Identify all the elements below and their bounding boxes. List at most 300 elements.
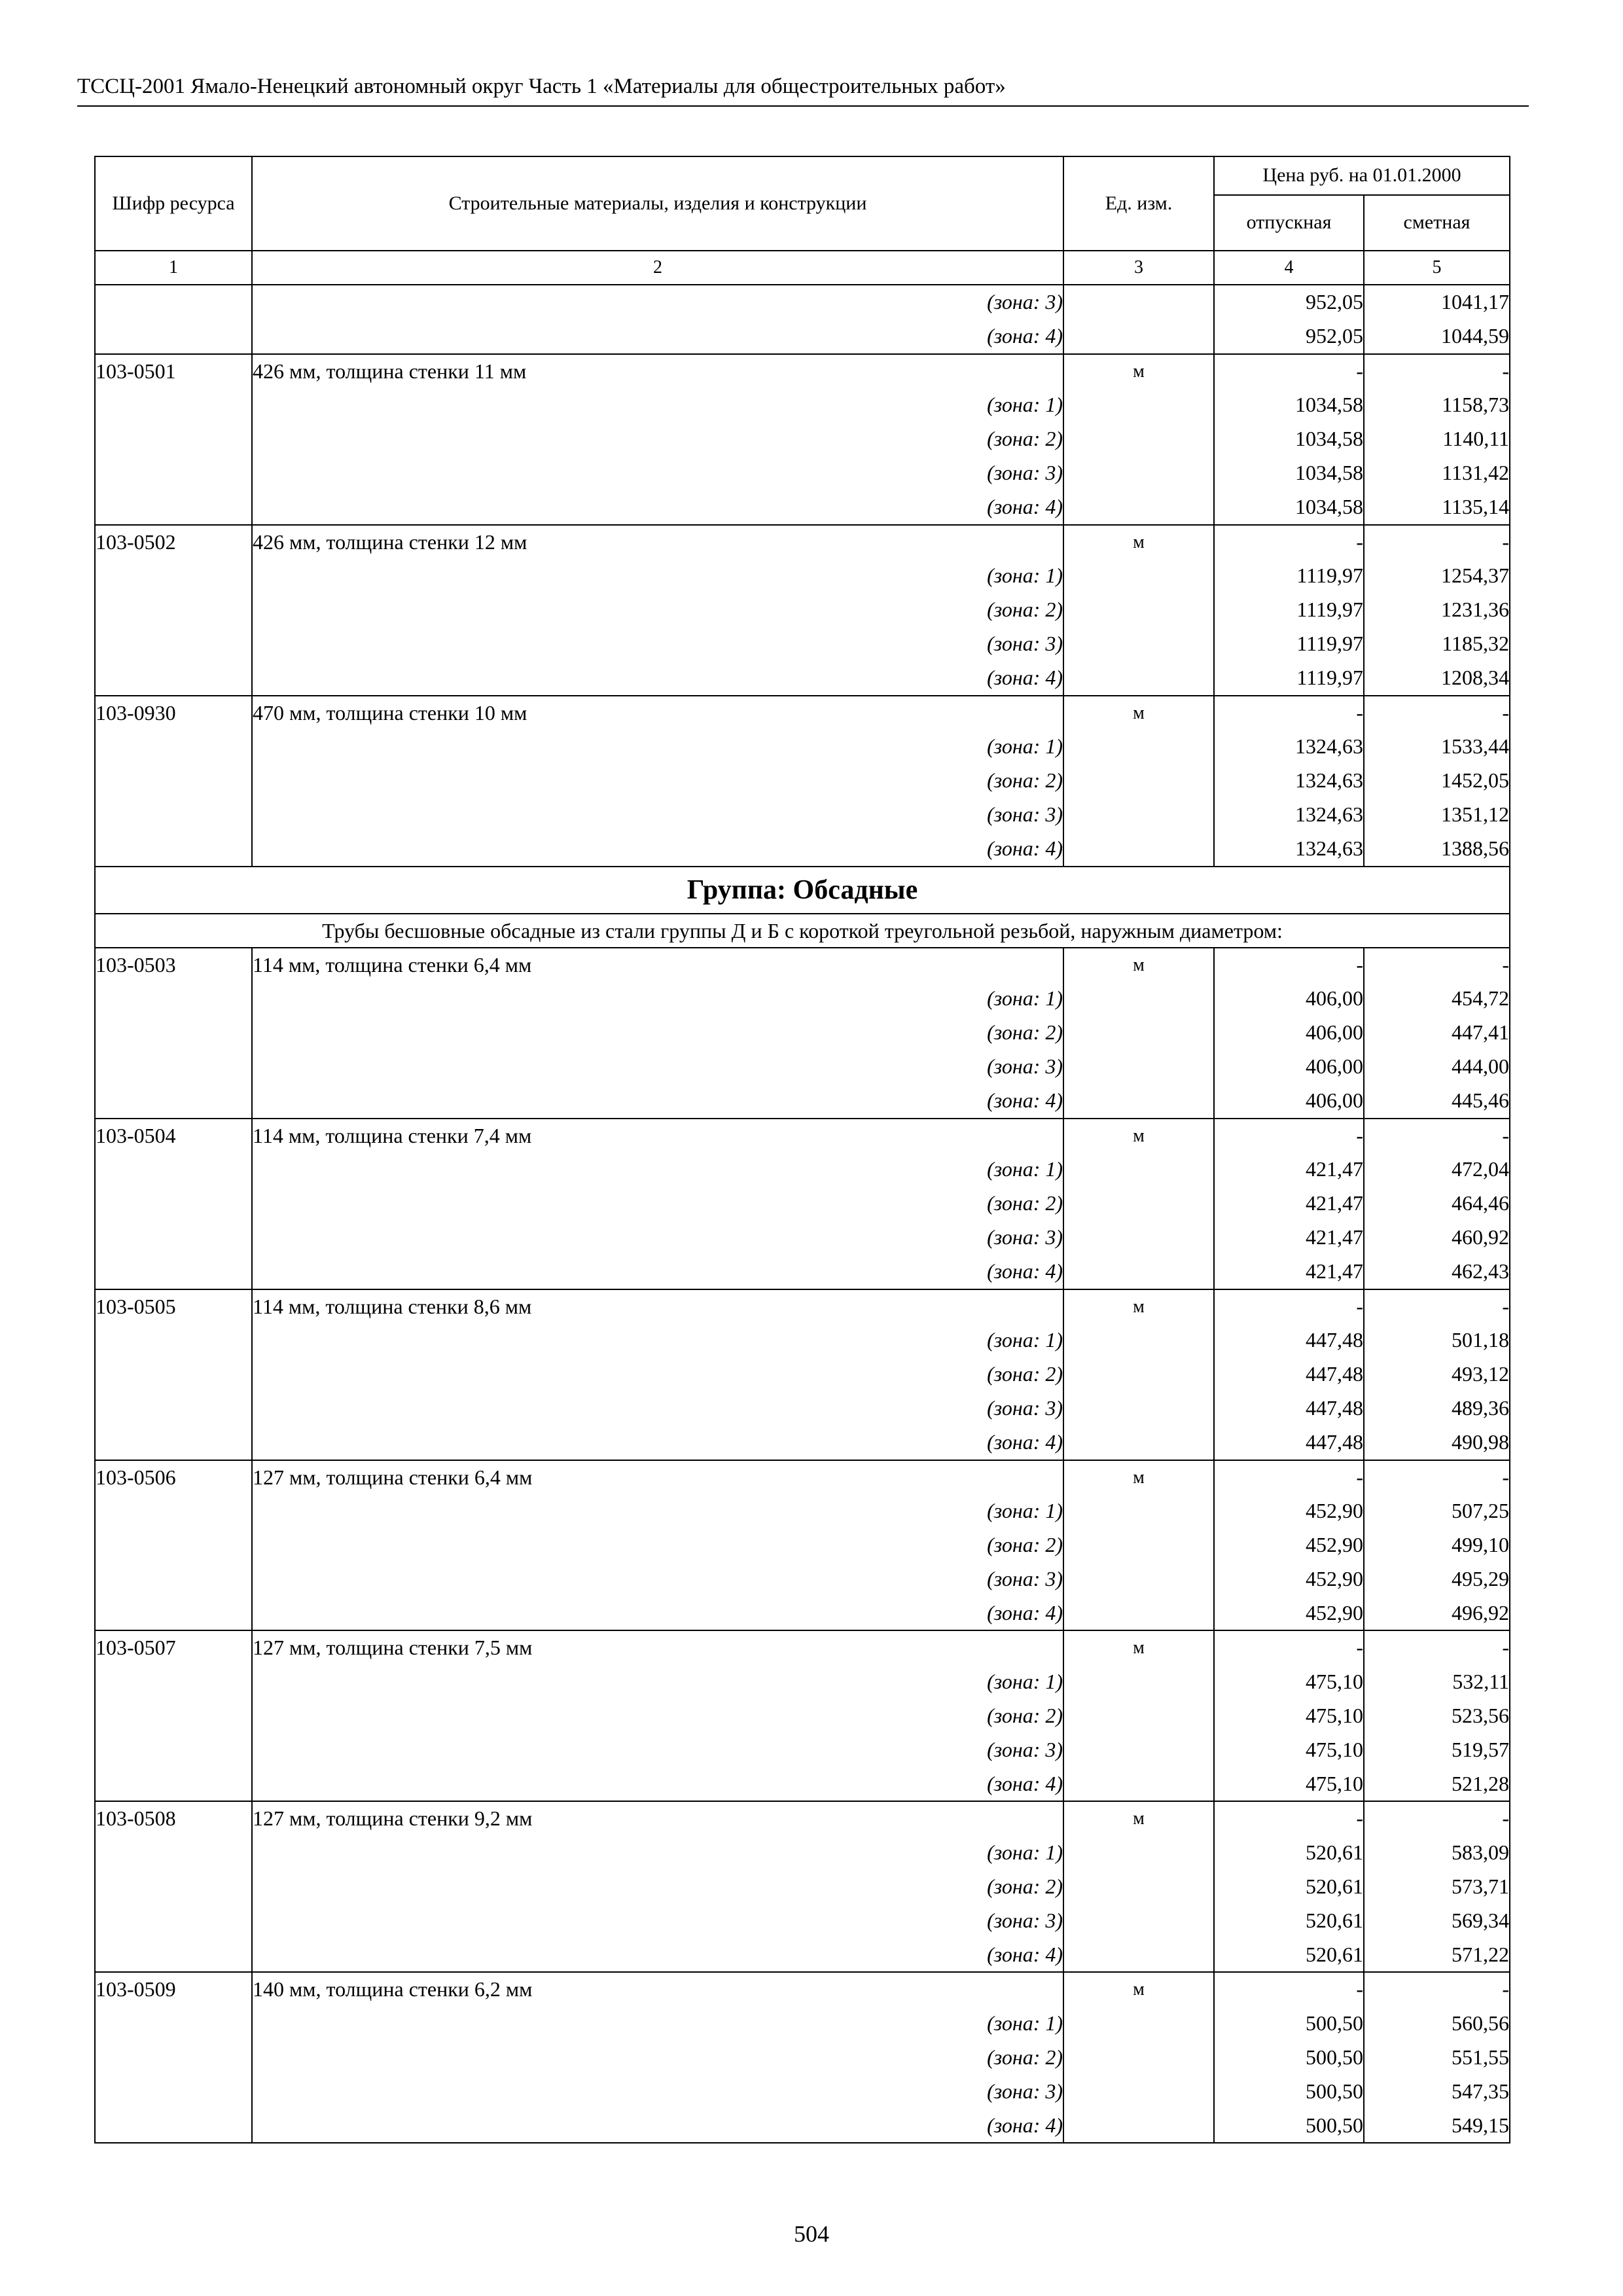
estimate-price: 547,35: [1364, 2075, 1510, 2109]
release-price: 1324,63: [1214, 730, 1364, 764]
estimate-price: 447,41: [1364, 1016, 1510, 1050]
release-price: 500,50: [1214, 2109, 1364, 2144]
release-price: -: [1214, 1119, 1364, 1153]
release-price: 520,61: [1214, 1938, 1364, 1973]
table-row: [95, 525, 1510, 560]
estimate-price: 1533,44: [1364, 730, 1510, 764]
table-row: [95, 948, 1510, 982]
column-number: 1: [95, 251, 252, 285]
resource-code: [95, 422, 252, 456]
resource-code: [95, 1187, 252, 1221]
unit-cell: м: [1063, 1289, 1214, 1324]
zone-label: (зона: 4): [252, 2109, 1063, 2144]
unit-cell: [1063, 1767, 1214, 1802]
resource-code: [95, 1562, 252, 1596]
release-price: 475,10: [1214, 1665, 1364, 1699]
release-price: 421,47: [1214, 1255, 1364, 1289]
unit-cell: [1063, 1426, 1214, 1460]
estimate-price: 1388,56: [1364, 832, 1510, 867]
resource-code: [95, 490, 252, 525]
release-price: 406,00: [1214, 1084, 1364, 1119]
unit-cell: м: [1063, 696, 1214, 730]
zone-label: (зона: 2): [252, 1357, 1063, 1391]
release-price: 952,05: [1214, 319, 1364, 354]
zone-label: (зона: 4): [252, 1426, 1063, 1460]
unit-cell: м: [1063, 948, 1214, 982]
release-price: 452,90: [1214, 1528, 1364, 1562]
zone-label: (зона: 2): [252, 764, 1063, 798]
zone-row: [95, 559, 1510, 593]
release-price: 475,10: [1214, 1699, 1364, 1733]
resource-code: 103-0502: [95, 525, 252, 560]
column-header-unit: Ед. изм.: [1063, 156, 1214, 251]
release-price: 1034,58: [1214, 422, 1364, 456]
unit-cell: [1063, 1699, 1214, 1733]
zone-row: [95, 1153, 1510, 1187]
unit-cell: [1063, 1870, 1214, 1904]
zone-label: (зона: 2): [252, 1187, 1063, 1221]
zone-row: [95, 1391, 1510, 1426]
zone-row: [95, 1733, 1510, 1767]
release-price: 447,48: [1214, 1357, 1364, 1391]
release-price: 452,90: [1214, 1562, 1364, 1596]
resource-code: 103-0501: [95, 354, 252, 389]
resource-code: [95, 1699, 252, 1733]
unit-cell: м: [1063, 1460, 1214, 1495]
unit-cell: [1063, 1938, 1214, 1973]
release-price: -: [1214, 525, 1364, 560]
resource-code: [95, 798, 252, 832]
resource-code: [95, 1084, 252, 1119]
zone-row: [95, 2007, 1510, 2041]
zone-label: (зона: 3): [252, 627, 1063, 661]
zone-row: [95, 1836, 1510, 1870]
zone-row: [95, 1050, 1510, 1084]
estimate-price: -: [1364, 1460, 1510, 1495]
table-row: [95, 1801, 1510, 1836]
zone-label: (зона: 1): [252, 1323, 1063, 1357]
unit-cell: [1063, 1255, 1214, 1289]
zone-row: [95, 832, 1510, 867]
release-price: 475,10: [1214, 1733, 1364, 1767]
estimate-price: 1351,12: [1364, 798, 1510, 832]
unit-cell: [1063, 1836, 1214, 1870]
zone-row: [95, 2109, 1510, 2144]
zone-label: (зона: 3): [252, 285, 1063, 319]
release-price: 1119,97: [1214, 627, 1364, 661]
zone-label: (зона: 1): [252, 730, 1063, 764]
zone-label: (зона: 3): [252, 1221, 1063, 1255]
estimate-price: -: [1364, 1801, 1510, 1836]
estimate-price: 1041,17: [1364, 285, 1510, 319]
release-price: 520,61: [1214, 1870, 1364, 1904]
unit-cell: [1063, 2075, 1214, 2109]
resource-code: [95, 1938, 252, 1973]
zone-label: (зона: 2): [252, 1528, 1063, 1562]
estimate-price: 1185,32: [1364, 627, 1510, 661]
release-price: 452,90: [1214, 1596, 1364, 1631]
release-price: 421,47: [1214, 1187, 1364, 1221]
unit-cell: [1063, 1904, 1214, 1938]
zone-row: [95, 764, 1510, 798]
resource-code: [95, 764, 252, 798]
zone-row: [95, 319, 1510, 354]
zone-label: (зона: 2): [252, 1699, 1063, 1733]
resource-code: 103-0930: [95, 696, 252, 730]
release-price: 1119,97: [1214, 559, 1364, 593]
zone-label: (зона: 3): [252, 1050, 1063, 1084]
zone-row: [95, 1665, 1510, 1699]
unit-cell: м: [1063, 354, 1214, 389]
estimate-price: -: [1364, 696, 1510, 730]
zone-row: [95, 1221, 1510, 1255]
zone-row: [95, 388, 1510, 422]
release-price: -: [1214, 948, 1364, 982]
resource-code: [95, 1494, 252, 1528]
zone-row: [95, 593, 1510, 627]
resource-code: [95, 388, 252, 422]
resource-code: [95, 1323, 252, 1357]
resource-code: [95, 1153, 252, 1187]
page-header: ТССЦ-2001 Ямало-Ненецкий автономный округ Часть 1 «Материалы для общестроительных работ»: [77, 75, 1006, 98]
unit-cell: [1063, 559, 1214, 593]
zone-row: [95, 1596, 1510, 1631]
estimate-price: 454,72: [1364, 982, 1510, 1016]
zone-label: (зона: 2): [252, 2041, 1063, 2075]
zone-label: (зона: 1): [252, 1836, 1063, 1870]
resource-code: [95, 1050, 252, 1084]
material-description: 127 мм, толщина стенки 9,2 мм: [252, 1801, 1063, 1836]
release-price: -: [1214, 1972, 1364, 2007]
zone-label: (зона: 1): [252, 2007, 1063, 2041]
unit-cell: [1063, 982, 1214, 1016]
estimate-price: 501,18: [1364, 1323, 1510, 1357]
estimate-price: 1254,37: [1364, 559, 1510, 593]
zone-label: (зона: 3): [252, 798, 1063, 832]
estimate-price: 496,92: [1364, 1596, 1510, 1631]
material-description: 114 мм, толщина стенки 6,4 мм: [252, 948, 1063, 982]
zone-row: [95, 730, 1510, 764]
subgroup-heading: Трубы бесшовные обсадные из стали группы Д и Б с короткой треугольной резьбой, наружным диаметром:: [95, 914, 1510, 948]
zone-row: [95, 1187, 1510, 1221]
unit-cell: [1063, 1528, 1214, 1562]
material-description: 114 мм, толщина стенки 7,4 мм: [252, 1119, 1063, 1153]
zone-row: [95, 1870, 1510, 1904]
zone-row: [95, 1016, 1510, 1050]
column-header-estimate-price: сметная: [1364, 195, 1510, 251]
table-row: [95, 1630, 1510, 1665]
resource-code: [95, 2075, 252, 2109]
estimate-price: -: [1364, 354, 1510, 389]
estimate-price: 493,12: [1364, 1357, 1510, 1391]
estimate-price: -: [1364, 948, 1510, 982]
unit-cell: [1063, 1733, 1214, 1767]
release-price: 1324,63: [1214, 764, 1364, 798]
unit-cell: [1063, 1357, 1214, 1391]
estimate-price: 583,09: [1364, 1836, 1510, 1870]
release-price: 1034,58: [1214, 456, 1364, 490]
material-description: 127 мм, толщина стенки 7,5 мм: [252, 1630, 1063, 1665]
release-price: 1324,63: [1214, 798, 1364, 832]
release-price: 520,61: [1214, 1904, 1364, 1938]
release-price: 421,47: [1214, 1153, 1364, 1187]
resource-code: 103-0506: [95, 1460, 252, 1495]
estimate-price: -: [1364, 1289, 1510, 1324]
resource-code: [95, 1016, 252, 1050]
table-row: [95, 1289, 1510, 1324]
unit-cell: [1063, 490, 1214, 525]
group-heading-row: [95, 867, 1510, 914]
release-price: -: [1214, 696, 1364, 730]
table-row: [95, 1119, 1510, 1153]
zone-label: (зона: 4): [252, 1255, 1063, 1289]
resource-code: [95, 1836, 252, 1870]
resource-code: [95, 1733, 252, 1767]
estimate-price: 460,92: [1364, 1221, 1510, 1255]
estimate-price: 1158,73: [1364, 388, 1510, 422]
estimate-price: 445,46: [1364, 1084, 1510, 1119]
release-price: 952,05: [1214, 285, 1364, 319]
release-price: -: [1214, 354, 1364, 389]
resource-code: 103-0505: [95, 1289, 252, 1324]
estimate-price: -: [1364, 525, 1510, 560]
zone-row: [95, 1357, 1510, 1391]
unit-cell: [1063, 1562, 1214, 1596]
release-price: -: [1214, 1630, 1364, 1665]
release-price: 1324,63: [1214, 832, 1364, 867]
estimate-price: 490,98: [1364, 1426, 1510, 1460]
zone-row: [95, 2075, 1510, 2109]
estimate-price: 573,71: [1364, 1870, 1510, 1904]
estimate-price: 1135,14: [1364, 490, 1510, 525]
zone-row: [95, 1904, 1510, 1938]
zone-row: [95, 798, 1510, 832]
resource-code: [95, 2007, 252, 2041]
estimate-price: 549,15: [1364, 2109, 1510, 2144]
unit-cell: м: [1063, 1801, 1214, 1836]
zone-row: [95, 1323, 1510, 1357]
unit-cell: [1063, 1596, 1214, 1631]
estimate-price: 462,43: [1364, 1255, 1510, 1289]
unit-cell: [1063, 1084, 1214, 1119]
resource-code: [95, 1870, 252, 1904]
material-description: 470 мм, толщина стенки 10 мм: [252, 696, 1063, 730]
estimate-price: 1044,59: [1364, 319, 1510, 354]
release-price: 475,10: [1214, 1767, 1364, 1802]
unit-cell: м: [1063, 1972, 1214, 2007]
material-description: 426 мм, толщина стенки 12 мм: [252, 525, 1063, 560]
unit-cell: [1063, 593, 1214, 627]
zone-label: (зона: 4): [252, 661, 1063, 696]
resource-code: [95, 1596, 252, 1631]
zone-row: [95, 1528, 1510, 1562]
estimate-price: 1140,11: [1364, 422, 1510, 456]
release-price: -: [1214, 1460, 1364, 1495]
table-row: [95, 354, 1510, 389]
zone-label: (зона: 1): [252, 1153, 1063, 1187]
resource-code: [95, 593, 252, 627]
column-header-code: Шифр ресурса: [95, 156, 252, 251]
zone-row: [95, 1084, 1510, 1119]
material-description: 426 мм, толщина стенки 11 мм: [252, 354, 1063, 389]
zone-row: [95, 285, 1510, 319]
unit-cell: [1063, 1494, 1214, 1528]
resource-code: [95, 730, 252, 764]
zone-label: (зона: 4): [252, 319, 1063, 354]
zone-label: (зона: 3): [252, 1733, 1063, 1767]
estimate-price: 1452,05: [1364, 764, 1510, 798]
unit-cell: м: [1063, 1119, 1214, 1153]
resource-code: [95, 982, 252, 1016]
zone-row: [95, 1562, 1510, 1596]
unit-cell: [1063, 2007, 1214, 2041]
unit-cell: м: [1063, 525, 1214, 560]
resource-code: [95, 661, 252, 696]
material-description: 114 мм, толщина стенки 8,6 мм: [252, 1289, 1063, 1324]
release-price: 1034,58: [1214, 388, 1364, 422]
zone-label: (зона: 4): [252, 832, 1063, 867]
unit-cell: м: [1063, 1630, 1214, 1665]
resource-code: [95, 1221, 252, 1255]
column-number: 3: [1063, 251, 1214, 285]
zone-label: (зона: 4): [252, 1767, 1063, 1802]
page-number: 504: [794, 2221, 829, 2247]
zone-label: (зона: 3): [252, 1562, 1063, 1596]
unit-cell: [1063, 798, 1214, 832]
estimate-price: 523,56: [1364, 1699, 1510, 1733]
resource-code: [95, 1255, 252, 1289]
resource-code: [95, 1767, 252, 1802]
resource-code: [95, 1528, 252, 1562]
unit-cell: [1063, 730, 1214, 764]
release-price: 452,90: [1214, 1494, 1364, 1528]
table-header: [95, 156, 1510, 285]
release-price: 447,48: [1214, 1391, 1364, 1426]
release-price: 1119,97: [1214, 661, 1364, 696]
zone-row: [95, 982, 1510, 1016]
estimate-price: 569,34: [1364, 1904, 1510, 1938]
zone-row: [95, 1494, 1510, 1528]
resource-code: [95, 456, 252, 490]
zone-label: (зона: 1): [252, 1494, 1063, 1528]
zone-row: [95, 1426, 1510, 1460]
estimate-price: 1208,34: [1364, 661, 1510, 696]
zone-row: [95, 456, 1510, 490]
zone-label: (зона: 2): [252, 422, 1063, 456]
unit-cell: [1063, 422, 1214, 456]
zone-row: [95, 1767, 1510, 1802]
zone-row: [95, 422, 1510, 456]
release-price: 1119,97: [1214, 593, 1364, 627]
table-row: [95, 1972, 1510, 2007]
release-price: 406,00: [1214, 1016, 1364, 1050]
zone-row: [95, 1938, 1510, 1973]
estimate-price: 507,25: [1364, 1494, 1510, 1528]
resource-code: [95, 1391, 252, 1426]
unit-cell: [1063, 2041, 1214, 2075]
unit-cell: [1063, 1187, 1214, 1221]
table-body: [95, 285, 1510, 2143]
estimate-price: 519,57: [1364, 1733, 1510, 1767]
resource-code: [95, 1904, 252, 1938]
resource-code: 103-0504: [95, 1119, 252, 1153]
resource-code: [95, 832, 252, 867]
resource-code: 103-0508: [95, 1801, 252, 1836]
zone-label: (зона: 1): [252, 388, 1063, 422]
material-description: 127 мм, толщина стенки 6,4 мм: [252, 1460, 1063, 1495]
release-price: 447,48: [1214, 1426, 1364, 1460]
resource-code: [95, 2041, 252, 2075]
column-number: 5: [1364, 251, 1510, 285]
zone-label: (зона: 3): [252, 2075, 1063, 2109]
estimate-price: 489,36: [1364, 1391, 1510, 1426]
resource-code: 103-0503: [95, 948, 252, 982]
estimate-price: -: [1364, 1630, 1510, 1665]
release-price: 447,48: [1214, 1323, 1364, 1357]
release-price: 406,00: [1214, 1050, 1364, 1084]
resource-code: 103-0509: [95, 1972, 252, 2007]
zone-label: (зона: 1): [252, 559, 1063, 593]
zone-row: [95, 490, 1510, 525]
zone-row: [95, 661, 1510, 696]
unit-cell: [1063, 1016, 1214, 1050]
estimate-price: -: [1364, 1119, 1510, 1153]
estimate-price: -: [1364, 1972, 1510, 2007]
release-price: 500,50: [1214, 2041, 1364, 2075]
zone-label: (зона: 1): [252, 1665, 1063, 1699]
unit-cell: [1063, 1391, 1214, 1426]
resource-code: [95, 1357, 252, 1391]
zone-label: (зона: 2): [252, 1016, 1063, 1050]
estimate-price: 472,04: [1364, 1153, 1510, 1187]
release-price: 500,50: [1214, 2007, 1364, 2041]
zone-label: (зона: 2): [252, 593, 1063, 627]
zone-row: [95, 2041, 1510, 2075]
column-header-release-price: отпускная: [1214, 195, 1364, 251]
release-price: 520,61: [1214, 1836, 1364, 1870]
resource-code: [95, 1665, 252, 1699]
price-table: [94, 156, 1510, 2144]
column-number: 2: [252, 251, 1063, 285]
unit-cell: [1063, 285, 1214, 319]
zone-label: (зона: 3): [252, 1904, 1063, 1938]
resource-code: [95, 319, 252, 354]
column-number-row: [95, 251, 1510, 285]
estimate-price: 1131,42: [1364, 456, 1510, 490]
column-header-name: Строительные материалы, изделия и конструкции: [252, 156, 1063, 251]
estimate-price: 560,56: [1364, 2007, 1510, 2041]
group-heading: Группа: Обсадные: [95, 867, 1510, 914]
zone-label: (зона: 4): [252, 1084, 1063, 1119]
resource-code: [95, 2109, 252, 2144]
zone-label: (зона: 4): [252, 1938, 1063, 1973]
resource-code: [95, 627, 252, 661]
unit-cell: [1063, 764, 1214, 798]
unit-cell: [1063, 661, 1214, 696]
zone-label: (зона: 3): [252, 456, 1063, 490]
table-row: [95, 696, 1510, 730]
unit-cell: [1063, 1323, 1214, 1357]
zone-label: (зона: 4): [252, 1596, 1063, 1631]
column-number: 4: [1214, 251, 1364, 285]
release-price: 1034,58: [1214, 490, 1364, 525]
zone-label: (зона: 4): [252, 490, 1063, 525]
estimate-price: 464,46: [1364, 1187, 1510, 1221]
estimate-price: 571,22: [1364, 1938, 1510, 1973]
unit-cell: [1063, 1665, 1214, 1699]
column-header-price-group: Цена руб. на 01.01.2000: [1214, 156, 1510, 195]
estimate-price: 444,00: [1364, 1050, 1510, 1084]
